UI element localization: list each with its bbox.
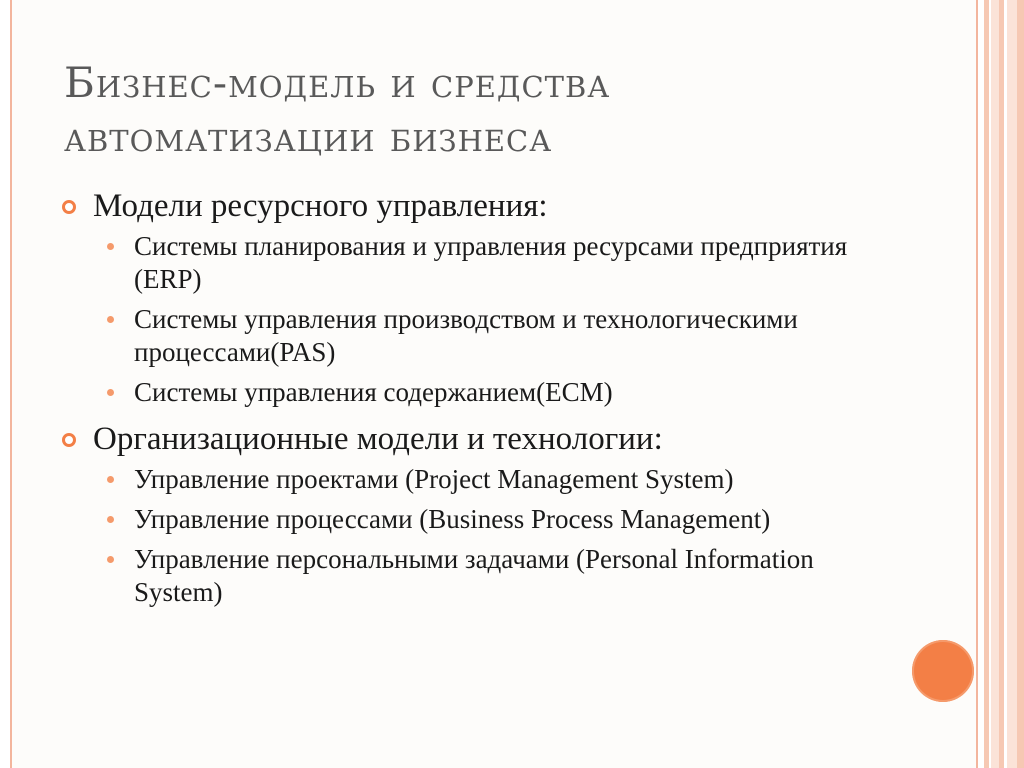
list-item-text: Системы управления производством и технологическими процессами(PAS) <box>134 304 798 367</box>
list-item <box>62 543 902 609</box>
dot-bullet-icon <box>107 476 114 483</box>
list-item-text: Управление проектами (Project Management System) <box>134 464 734 494</box>
slide-body <box>62 186 902 619</box>
orange-circle-icon <box>912 640 974 702</box>
list-item-text: Управление персональными задачами (Personal Information System) <box>134 544 814 607</box>
ring-bullet-icon <box>62 433 76 447</box>
title-line-2: автоматизации бизнеса <box>64 112 553 161</box>
section-heading <box>62 419 902 459</box>
list-item <box>62 303 902 369</box>
list-item <box>62 463 902 496</box>
decorative-stripes <box>980 0 1024 768</box>
list-item-text: Системы управления содержанием(ECM) <box>134 377 613 407</box>
dot-bullet-icon <box>107 516 114 523</box>
list-item <box>62 230 902 296</box>
slide-title <box>64 56 610 164</box>
dot-bullet-icon <box>107 389 114 396</box>
section-heading-text: Модели ресурсного управления: <box>93 188 548 224</box>
dot-bullet-icon <box>107 556 114 563</box>
bullet-list <box>62 230 902 409</box>
list-item <box>62 503 902 536</box>
list-item-text: Управление процессами (Business Process Management) <box>134 504 771 534</box>
list-item-text: Системы планирования и управления ресурсами предприятия (ERP) <box>134 231 848 294</box>
dot-bullet-icon <box>107 316 114 323</box>
ring-bullet-icon <box>62 200 76 214</box>
list-item <box>62 376 902 409</box>
section-heading <box>62 186 902 226</box>
title-line-1: Бизнес-модель и средства <box>64 58 611 107</box>
section-heading-text: Организационные модели и технологии: <box>93 421 663 457</box>
bullet-list <box>62 463 902 609</box>
dot-bullet-icon <box>107 243 114 250</box>
